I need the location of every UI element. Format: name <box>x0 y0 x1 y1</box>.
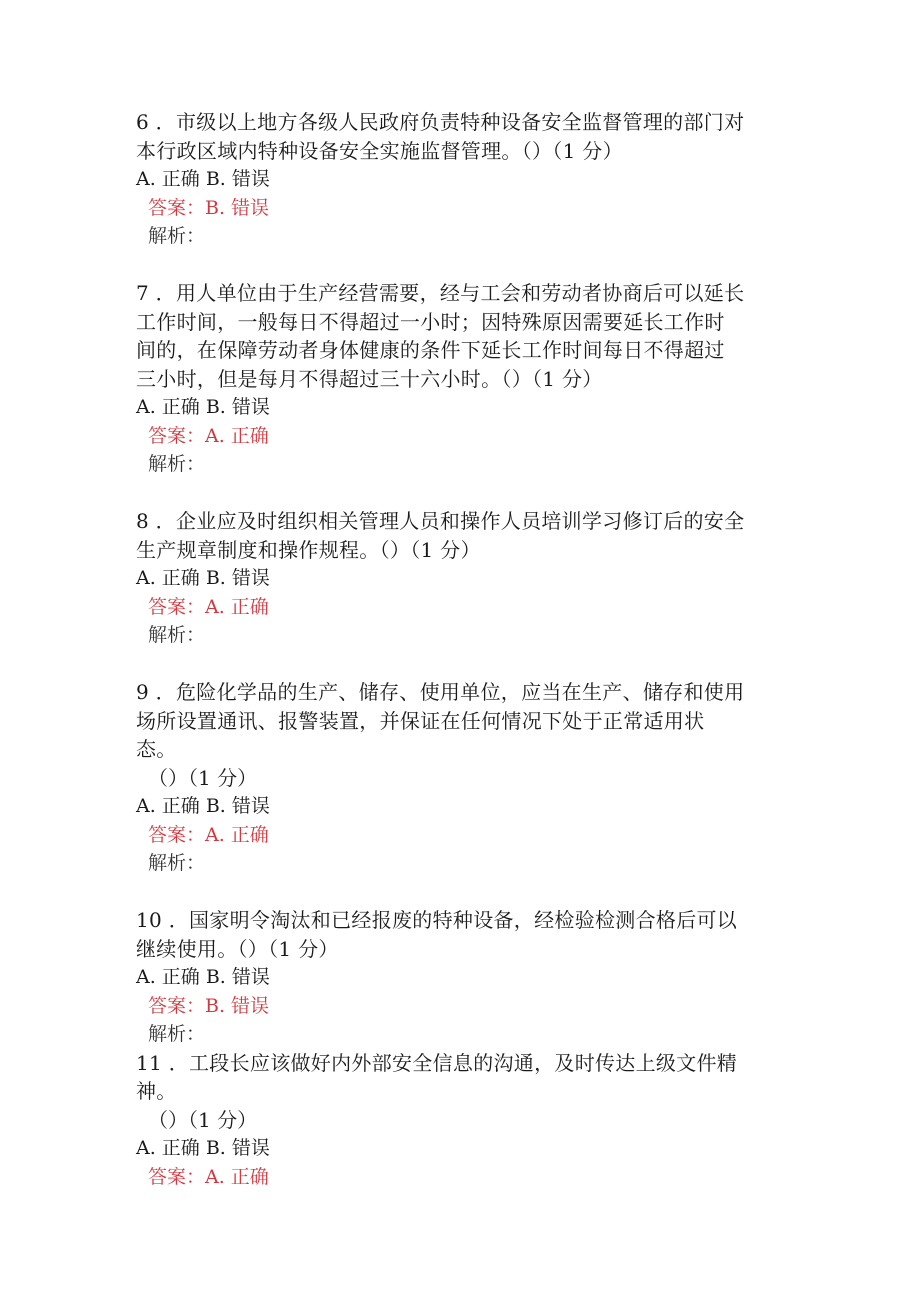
question-text-line: 三小时，但是每月不得超过三十六小时。（）（1 分） <box>136 366 603 391</box>
question-answer: 答案：A. 正确 <box>148 424 269 447</box>
question-text-line: 间的，在保障劳动者身体健康的条件下延长工作时间每日不得超过 <box>136 338 725 362</box>
question-text-line: 神。 <box>136 1079 177 1103</box>
question-9 <box>136 678 786 878</box>
question-6 <box>136 108 786 251</box>
question-analysis: 解析： <box>148 1023 206 1045</box>
question-8 <box>136 507 786 650</box>
question-options: A. 正确 B. 错误 <box>136 567 270 589</box>
question-text-line: 7 ．用人单位由于生产经营需要，经与工会和劳动者协商后可以延长 <box>136 281 745 305</box>
question-analysis: 解析： <box>148 624 206 646</box>
question-text-line: 8 ．企业应及时组织相关管理人员和操作人员培训学习修订后的安全 <box>136 509 745 533</box>
question-options: A. 正确 B. 错误 <box>136 795 270 817</box>
question-11 <box>136 1049 786 1192</box>
question-options: A. 正确 B. 错误 <box>136 168 270 190</box>
question-answer: 答案：A. 正确 <box>148 1165 269 1188</box>
question-text-line: 10 ．国家明令淘汰和已经报废的特种设备，经检验检测合格后可以 <box>136 908 738 932</box>
question-text-line: 场所设置通讯、报警装置，并保证在任何情况下处于正常适用状 <box>136 708 705 733</box>
question-text-line: 6 ．市级以上地方各级人民政府负责特种设备安全监督管理的部门对 <box>136 110 745 134</box>
question-score: （）（1 分） <box>148 1107 258 1132</box>
question-answer: 答案：A. 正确 <box>148 595 269 618</box>
question-analysis: 解析： <box>148 852 206 874</box>
question-text-line: 继续使用。（）（1 分） <box>136 936 339 961</box>
question-answer: 答案：B. 错误 <box>148 196 270 219</box>
question-text-line: 本行政区域内特种设备安全实施监督管理。（）（1 分） <box>136 138 623 163</box>
question-text-line: 工作时间，一般每日不得超过一小时；因特殊原因需要延长工作时 <box>136 309 725 334</box>
question-answer: 答案：B. 错误 <box>148 994 270 1017</box>
question-10 <box>136 906 786 1049</box>
question-list <box>136 108 786 1191</box>
question-7 <box>136 279 786 479</box>
question-score: （）（1 分） <box>148 765 258 790</box>
question-options: A. 正确 B. 错误 <box>136 1137 270 1159</box>
question-analysis: 解析： <box>148 225 206 247</box>
question-options: A. 正确 B. 错误 <box>136 966 270 988</box>
question-answer: 答案：A. 正确 <box>148 823 269 846</box>
question-text-line: 态。 <box>136 737 177 761</box>
question-text-line: 生产规章制度和操作规程。（）（1 分） <box>136 537 481 562</box>
question-analysis: 解析： <box>148 453 206 475</box>
question-text-line: 11 ．工段长应该做好内外部安全信息的沟通，及时传达上级文件精 <box>136 1050 738 1075</box>
question-text-line: 9 ．危险化学品的生产、储存、使用单位，应当在生产、储存和使用 <box>136 680 745 704</box>
question-options: A. 正确 B. 错误 <box>136 396 270 418</box>
